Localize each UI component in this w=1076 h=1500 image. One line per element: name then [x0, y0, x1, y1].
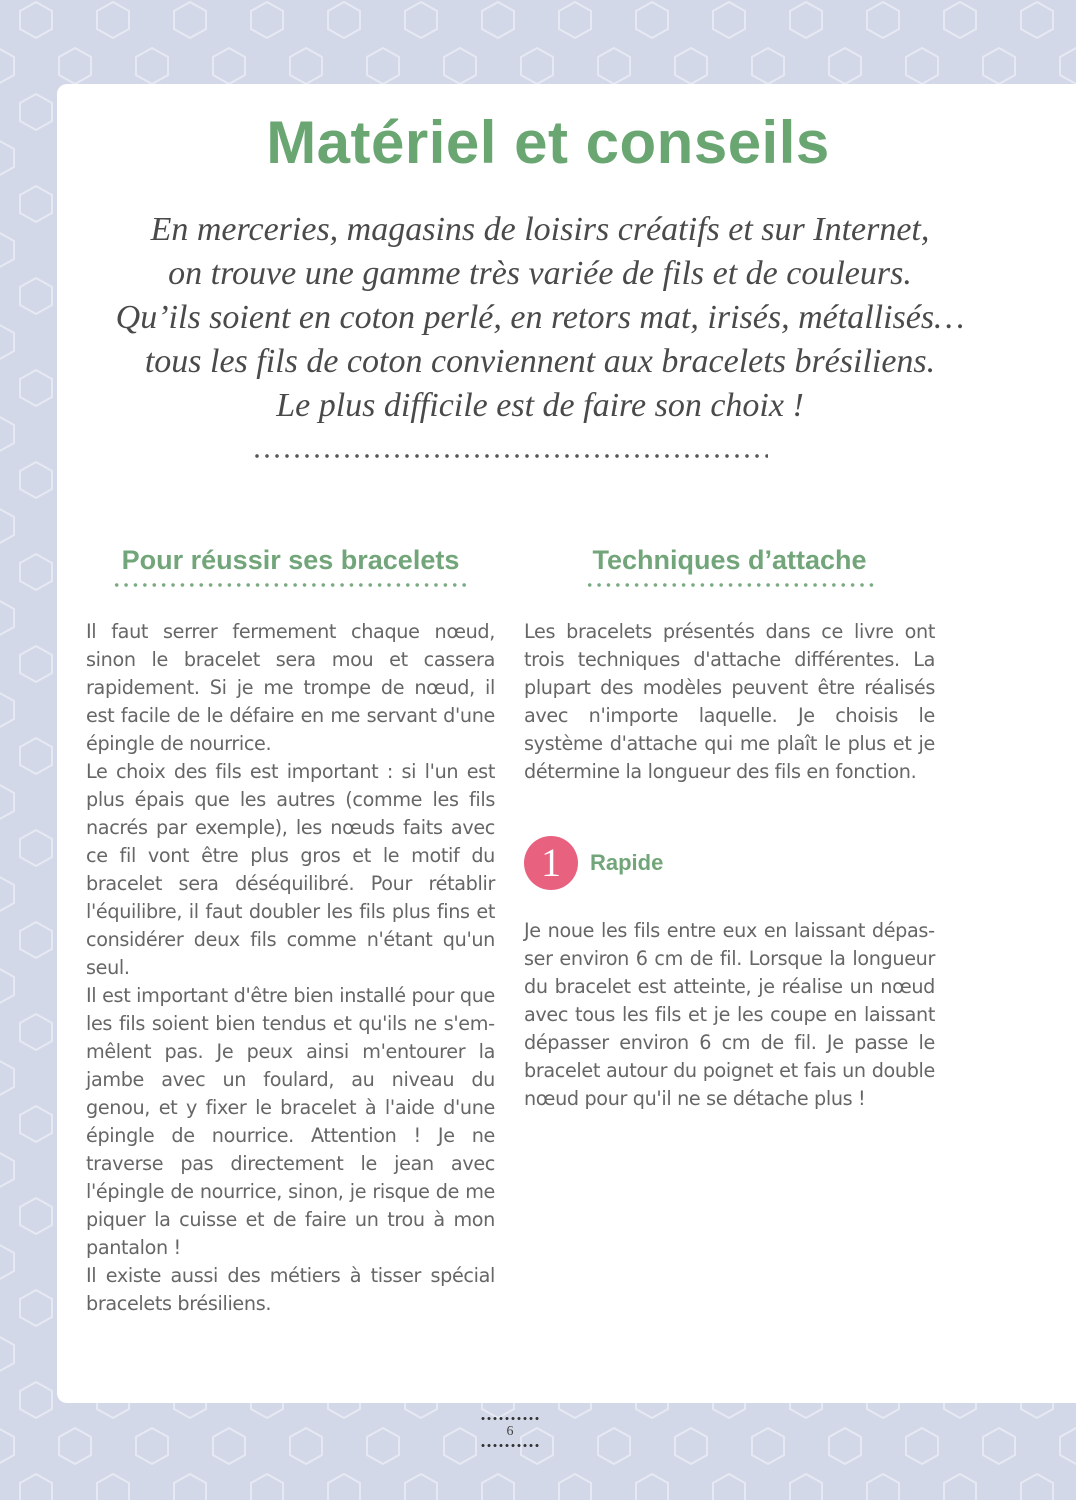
- paragraph: Le choix des fils est important : si l'un est plus épais que les autres (comme les fils nacrés par exemple), les nœuds faits avec ce fil vont être plus gros et le motif du bracelet sera déséquilibré. Pour rétablir l'équilibre, il faut doubler les fils plus fins et considérer deux fils comme n'étant qu'un seul.: [86, 760, 495, 979]
- page-number-value: 6: [506, 1424, 514, 1439]
- heading-dotted-underline: [112, 582, 470, 588]
- paragraph: Il faut serrer fermement chaque nœud, sinon le bracelet sera mou et cassera rapidement. Si je me trompe de nœud, il est facile de le défaire en me servant d'une épingle de nourrice.: [86, 620, 495, 755]
- section-body: [524, 618, 935, 786]
- page-number-dots-bottom: [480, 1443, 540, 1448]
- step-label: Rapide: [590, 850, 664, 875]
- page-number: [478, 1416, 542, 1448]
- paragraph: Les bracelets présentés dans ce livre ont trois techniques d'attache différentes. La plupart des modèles peuvent être réalisés avec n'importe laquelle. Je choisis le système d'attache qui me plaît le plus et je détermine la longueur des fils en fonction.: [524, 620, 935, 783]
- step-description: [524, 917, 935, 1113]
- intro-line: tous les fils de coton conviennent aux bracelets brésiliens.: [144, 343, 936, 380]
- page-title: Matériel et conseils: [266, 109, 830, 176]
- paragraph: Il est important d'être bien installé pour que les fils soient bien tendus et qu'ils ne s'emmêlent pas. Je peux ainsi m'entourer la jambe avec un foulard, au niveau du genou, et y fixer le bracelet à l'aide d'une épingle de nourrice. Attention ! Je ne traverse pas directement le jean avec l'épingle de nourrice, sinon, je risque de me piquer la cuisse et de faire un trou à mon pantalon !: [86, 984, 495, 1259]
- intro-line: En merceries, magasins de loisirs créatifs et sur Internet,: [150, 211, 930, 248]
- step-rapide: [524, 836, 663, 890]
- paragraph: Il existe aussi des métiers à tisser spécial bracelets brésiliens.: [86, 1264, 495, 1315]
- section-body: [86, 618, 495, 1318]
- section-pour-reussir: [86, 540, 495, 1318]
- step-number-badge: 1: [524, 836, 578, 890]
- intro-line: Le plus difficile est de faire son choix !: [276, 387, 804, 424]
- section-heading: Pour réussir ses bracelets: [121, 545, 460, 575]
- section-heading: Techniques d’attache: [592, 545, 867, 575]
- dotted-divider: [252, 453, 768, 459]
- intro-paragraph: [60, 208, 1020, 428]
- heading-dotted-underline: [585, 582, 875, 588]
- paragraph: Je noue les fils entre eux en laissant dépasser environ 6 cm de fil. Lorsque la longueur du bracelet est atteinte, je réalise un nœud avec tous les fils et je les coupe en laissant dépasser environ 6 cm de fil. Je passe le bracelet autour du poignet et fais un double nœud pour qu'il ne se détache plus !: [524, 919, 935, 1110]
- intro-line: Qu’ils soient en coton perlé, en retors mat, irisés, métallisés…: [115, 299, 965, 336]
- intro-line: on trouve une gamme très variée de fils et de couleurs.: [168, 255, 912, 292]
- section-techniques-attache: [524, 540, 935, 786]
